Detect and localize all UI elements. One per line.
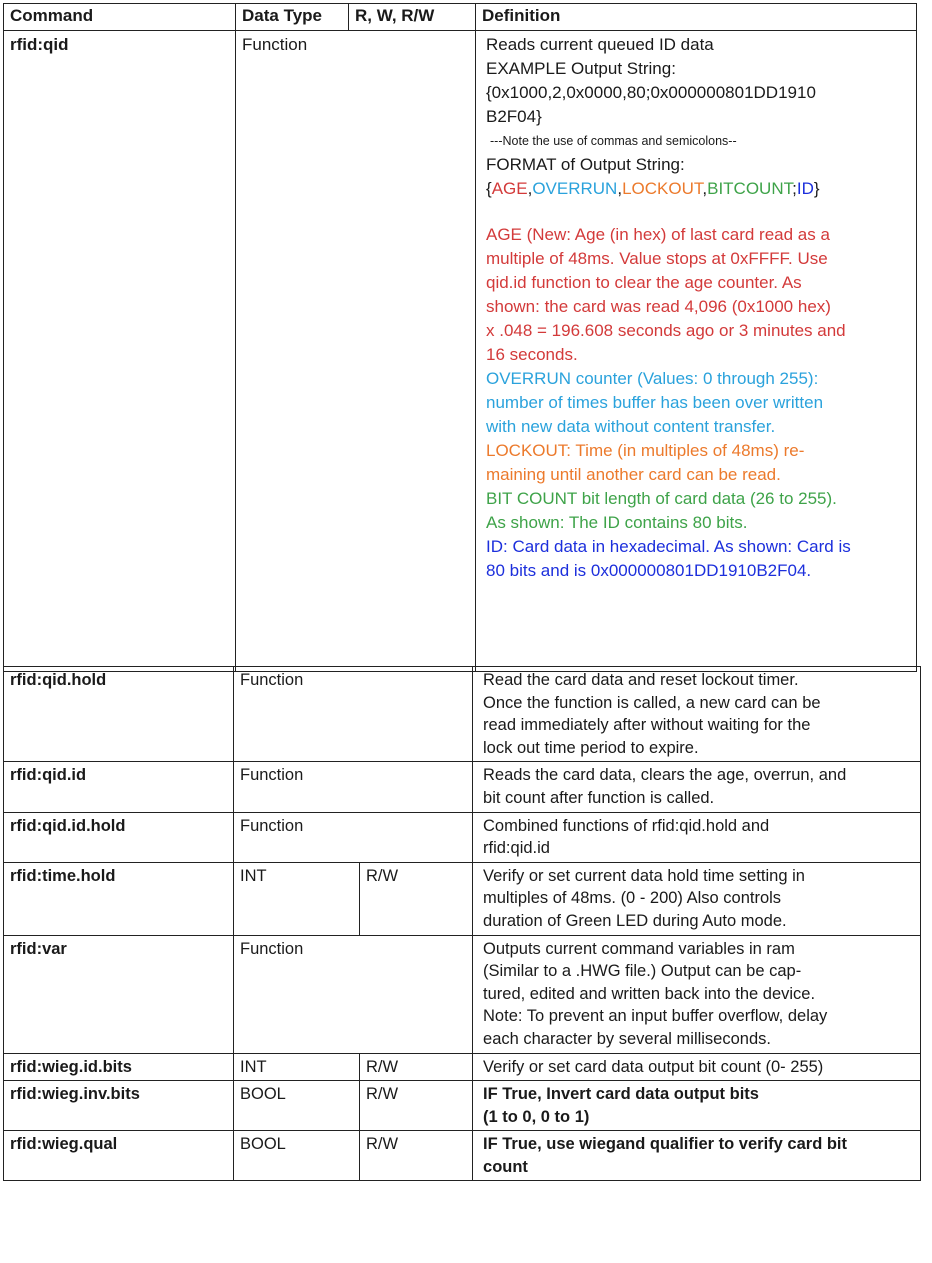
rw-cell: R/W — [360, 1131, 473, 1181]
definition-cell — [473, 1053, 921, 1081]
format-comma: , — [617, 179, 623, 198]
def-line: Once the function is called, a new card can be — [483, 693, 821, 712]
format-id: ID — [796, 179, 814, 198]
data-type-cell: INT — [234, 862, 360, 935]
header-data-type: Data Type — [236, 4, 349, 31]
command-cell: rfid:var — [4, 935, 234, 1053]
def-line: rfid:qid.id — [483, 839, 550, 858]
bitcount-line: As shown: The ID contains 80 bits. — [486, 513, 748, 532]
age-line: shown: the card was read 4,096 (0x1000 hex) — [486, 297, 831, 316]
command-table-bottom — [3, 666, 921, 1181]
table-row — [4, 762, 921, 812]
def-line: EXAMPLE Output String: — [486, 59, 676, 78]
command-cell: rfid:wieg.id.bits — [4, 1053, 234, 1081]
bitcount-description — [486, 487, 910, 535]
format-semicolon: ; — [792, 179, 797, 198]
lockout-description — [486, 439, 910, 487]
header-command: Command — [4, 4, 236, 31]
age-line: x .048 = 196.608 seconds ago or 3 minutes and — [486, 321, 846, 340]
format-bitcount: BITCOUNT — [707, 179, 793, 198]
age-line: qid.id function to clear the age counter. As — [486, 273, 802, 292]
age-line: AGE (New: Age (in hex) of last card read as a — [486, 225, 830, 244]
header-definition: Definition — [476, 4, 917, 31]
format-comma: , — [527, 179, 533, 198]
def-line: Reads the card data, clears the age, overrun, and — [483, 766, 847, 785]
overrun-line: number of times buffer has been over written — [486, 393, 824, 412]
overrun-line: with new data without content transfer. — [486, 417, 776, 436]
data-type-cell: Function — [234, 812, 473, 862]
def-line: Verify or set current data hold time setting in — [483, 866, 805, 885]
def-line: Outputs current command variables in ram — [483, 939, 795, 958]
command-cell: rfid:time.hold — [4, 862, 234, 935]
def-line: IF True, Invert card data output bits — [483, 1085, 759, 1104]
definition-cell — [473, 1131, 921, 1181]
format-overrun: OVERRUN — [532, 179, 618, 198]
command-cell: rfid:wieg.inv.bits — [4, 1081, 234, 1131]
command-rows — [4, 667, 921, 1181]
format-age: AGE — [491, 179, 528, 198]
command-cell: rfid:qid.id — [4, 762, 234, 812]
def-line: lock out time period to expire. — [483, 738, 699, 757]
rw-cell: R/W — [360, 1081, 473, 1131]
definition-cell — [473, 862, 921, 935]
def-line: Reads current queued ID data — [486, 35, 714, 54]
age-line: multiple of 48ms. Value stops at 0xFFFF. Use — [486, 249, 828, 268]
command-cell: rfid:qid.id.hold — [4, 812, 234, 862]
lockout-line: LOCKOUT: Time (in multiples of 48ms) re- — [486, 441, 805, 460]
table-row — [4, 1053, 921, 1081]
definition-cell — [473, 667, 921, 762]
def-line: {0x1000,2,0x0000,80;0x000000801DD1910 — [486, 83, 816, 102]
overrun-line: OVERRUN counter (Values: 0 through 255): — [486, 369, 819, 388]
def-line: multiples of 48ms. (0 - 200) Also controls — [483, 889, 782, 908]
data-type-cell: Function — [234, 935, 473, 1053]
table-row — [4, 935, 921, 1053]
header-rw: R, W, R/W — [349, 4, 476, 31]
definition-cell — [473, 762, 921, 812]
def-line: IF True, use wiegand qualifier to verify card bit — [483, 1135, 848, 1154]
id-line: ID: Card data in hexadecimal. As shown: Card is — [486, 537, 851, 556]
def-line: tured, edited and written back into the device. — [483, 984, 816, 1003]
age-line: 16 seconds. — [486, 345, 578, 364]
format-string — [486, 177, 910, 201]
def-line: Combined functions of rfid:qid.hold and — [483, 816, 770, 835]
def-line: each character by several milliseconds. — [483, 1029, 771, 1048]
def-line: FORMAT of Output String: — [486, 155, 685, 174]
data-type-cell: BOOL — [234, 1081, 360, 1131]
rw-cell: R/W — [360, 862, 473, 935]
command-cell: rfid:qid — [4, 31, 236, 672]
bitcount-line: BIT COUNT bit length of card data (26 to 255). — [486, 489, 837, 508]
lockout-line: maining until another card can be read. — [486, 465, 781, 484]
data-type-cell: Function — [234, 667, 473, 762]
def-line: (1 to 0, 0 to 1) — [483, 1107, 590, 1126]
format-brace: } — [813, 179, 820, 198]
table-row — [4, 862, 921, 935]
format-comma: , — [702, 179, 708, 198]
table-row — [4, 667, 921, 762]
def-line: Note: To prevent an input buffer overflow, delay — [483, 1007, 828, 1026]
table-row — [4, 812, 921, 862]
data-type-cell: INT — [234, 1053, 360, 1081]
command-cell: rfid:wieg.qual — [4, 1131, 234, 1181]
def-line: duration of Green LED during Auto mode. — [483, 911, 787, 930]
data-type-cell: Function — [234, 762, 473, 812]
table-row — [4, 31, 917, 672]
def-line: (Similar to a .HWG file.) Output can be cap- — [483, 962, 802, 981]
format-lockout: LOCKOUT — [622, 179, 703, 198]
def-line: Verify or set card data output bit count (0- 255) — [483, 1057, 824, 1076]
definition-cell — [473, 935, 921, 1053]
overrun-description — [486, 367, 910, 439]
def-line: bit count after function is called. — [483, 788, 715, 807]
id-description — [486, 535, 910, 583]
age-description — [486, 223, 910, 367]
format-brace: { — [486, 179, 492, 198]
def-line: read immediately after without waiting for the — [483, 716, 811, 735]
definition-cell — [473, 1081, 921, 1131]
id-line: 80 bits and is 0x000000801DD1910B2F04. — [486, 561, 812, 580]
spacer — [486, 201, 910, 223]
table-row — [4, 1131, 921, 1181]
header-row — [4, 4, 917, 31]
def-line: B2F04} — [486, 107, 542, 126]
command-cell: rfid:qid.hold — [4, 667, 234, 762]
table-row — [4, 1081, 921, 1131]
data-type-cell: BOOL — [234, 1131, 360, 1181]
command-table-top — [3, 3, 917, 672]
rw-cell: R/W — [360, 1053, 473, 1081]
definition-cell — [473, 812, 921, 862]
def-line: count — [483, 1157, 528, 1176]
definition-cell — [476, 31, 917, 672]
def-line: Read the card data and reset lockout timer. — [483, 671, 799, 689]
data-type-cell: Function — [236, 31, 476, 672]
def-note: ---Note the use of commas and semicolons-- — [490, 134, 737, 148]
